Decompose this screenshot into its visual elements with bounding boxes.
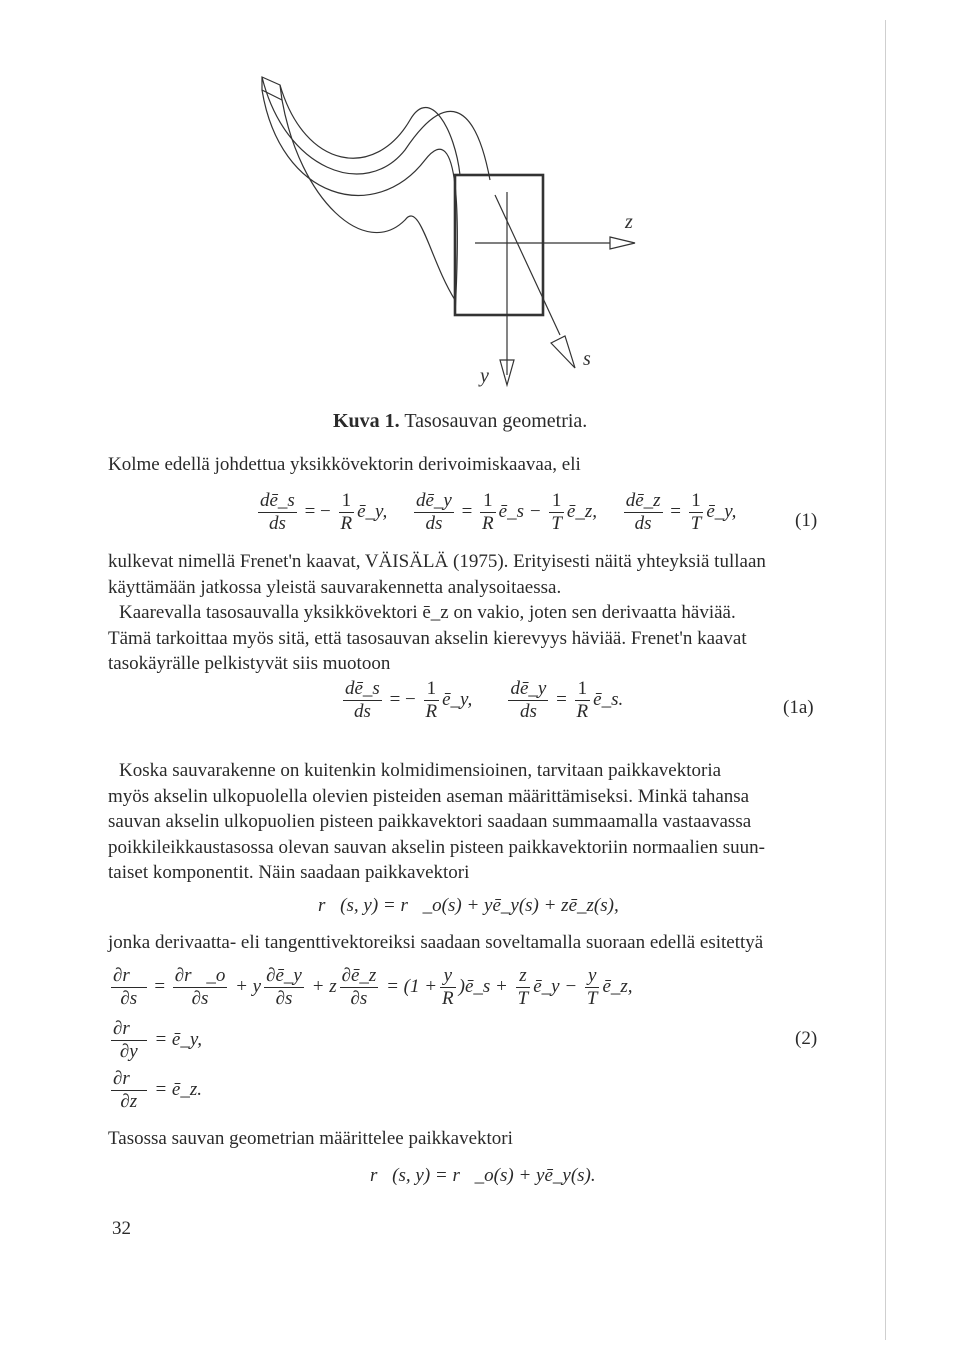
equation-2-line-1: $\frac{\partial r⃗}{\partial s}$ = $\frac{\partial r⃗\_o}{\partial s}$ + y $\frac{\partial ē\_y}{\partial s}$ + z $\frac{\partial ē\_z}{\partial s}$ = (1 + $\frac{y}{R}$ )ē_s + $\frac{z}{T}$ ē_y − $\frac{y}{T}$ ē_z, — [113, 965, 633, 1009]
eq1-a-lhs: $\frac{dē\_s}{ds}$ — [260, 490, 295, 534]
para2-line-3: tasokäyrälle pelkistyvät siis muotoon — [108, 653, 391, 674]
beam-geometry-figure — [255, 60, 655, 410]
paragraph-5 — [108, 1126, 830, 1152]
figure-caption — [333, 410, 587, 433]
eq1-b-lhs: $\frac{dē\_y}{ds}$ — [415, 490, 452, 534]
equation-1a: $\frac{dē\_s}{ds}$ = − $\frac{1}{R}$ ē_y, $\frac{dē\_y}{ds}$ = $\frac{1}{R}$ ē_s. — [345, 678, 624, 722]
para1-line-2: käyttämään jatkossa yleistä sauvarakennetta analysoitaessa. — [108, 576, 562, 598]
eq1-c-lhs: $\frac{dē\_z}{ds}$ — [625, 490, 661, 534]
para3-line-5: taiset komponentit. Näin saadaan paikkavektori — [108, 862, 470, 883]
equation-2-number: (2) — [795, 1028, 818, 1049]
axis-label-z: z — [625, 211, 633, 233]
paragraph-3 — [108, 758, 830, 886]
equation-1-number: (1) — [795, 510, 818, 531]
para3-line-3: sauvan akselin ulkopuolien pisteen paikkavektori saadaan summaamalla vastaavassa — [108, 811, 752, 832]
cross-section-rectangle — [455, 175, 543, 315]
axis-label-y: y — [480, 365, 489, 387]
paragraph-4 — [108, 930, 830, 956]
para5-line: Tasossa sauvan geometrian määrittelee paikkavektori — [108, 1128, 513, 1149]
equation-1a-number: (1a) — [783, 697, 814, 718]
para3-line-2: myös akselin ulkopuolella olevien pisteiden aseman määrittämiseksi. Minkä tahansa — [108, 785, 750, 807]
paragraph-1 — [108, 549, 830, 600]
para4-line: jonka derivaatta- eli tangenttivektoreiksi saadaan soveltamalla suoraan edellä esitettyä — [108, 932, 764, 953]
s-arrow-head — [551, 336, 575, 368]
para1-line-1: kulkevat nimellä Frenet'n kaavat, VÄISÄLÄ (1975). Erityisesti näitä yhteyksiä tullaan — [108, 551, 766, 572]
paragraph-2 — [108, 600, 830, 677]
equation-position-vector-2d: r⃗(s, y) = r⃗_o(s) + yē_y(s). — [370, 1165, 596, 1186]
para2-line-1: Kaarevalla tasosauvalla yksikkövektori ē_z on vakio, joten sen derivaatta häviää. — [119, 602, 736, 623]
page-edge-line — [885, 20, 886, 1340]
caption-text: Tasosauvan geometria. — [404, 410, 588, 432]
caption-label: Kuva 1. — [333, 410, 400, 432]
equation-2-line-2: $\frac{\partial r⃗}{\partial y}$ = ē_y, — [113, 1018, 202, 1062]
intro-line: Kolme edellä johdettua yksikkövektorin derivoimiskaavaa, eli — [108, 454, 581, 475]
para3-line-4: poikkileikkaustasossa olevan sauvan akselin pisteen paikkavektoriin normaalien suun- — [108, 836, 765, 858]
para2-line-2: Tämä tarkoittaa myös sitä, että tasosauvan akselin kierevyys häviää. Frenet'n kaavat — [108, 627, 747, 649]
axis-label-s: s — [583, 348, 591, 370]
page-number: 32 — [112, 1218, 131, 1239]
para3-line-1: Koska sauvarakenne on kuitenkin kolmidimensioinen, tarvitaan paikkavektoria — [119, 760, 722, 781]
equation-1: $\frac{dē\_s}{ds}$ = − $\frac{1}{R}$ ē_y, $\frac{dē\_y}{ds}$ = $\frac{1}{R}$ ē_s − $\frac{1}{T}$ ē_z, $\frac{dē\_z}{ds}$ = $\frac{1}{T}$ ē_y, — [260, 490, 737, 534]
z-arrow-head — [610, 237, 635, 249]
equation-2-line-3: $\frac{\partial r⃗}{\partial z}$ = ē_z. — [113, 1068, 202, 1112]
intro-paragraph — [108, 452, 830, 478]
equation-position-vector-3d: r⃗(s, y) = r⃗_o(s) + yē_y(s) + zē_z(s), — [318, 895, 619, 916]
